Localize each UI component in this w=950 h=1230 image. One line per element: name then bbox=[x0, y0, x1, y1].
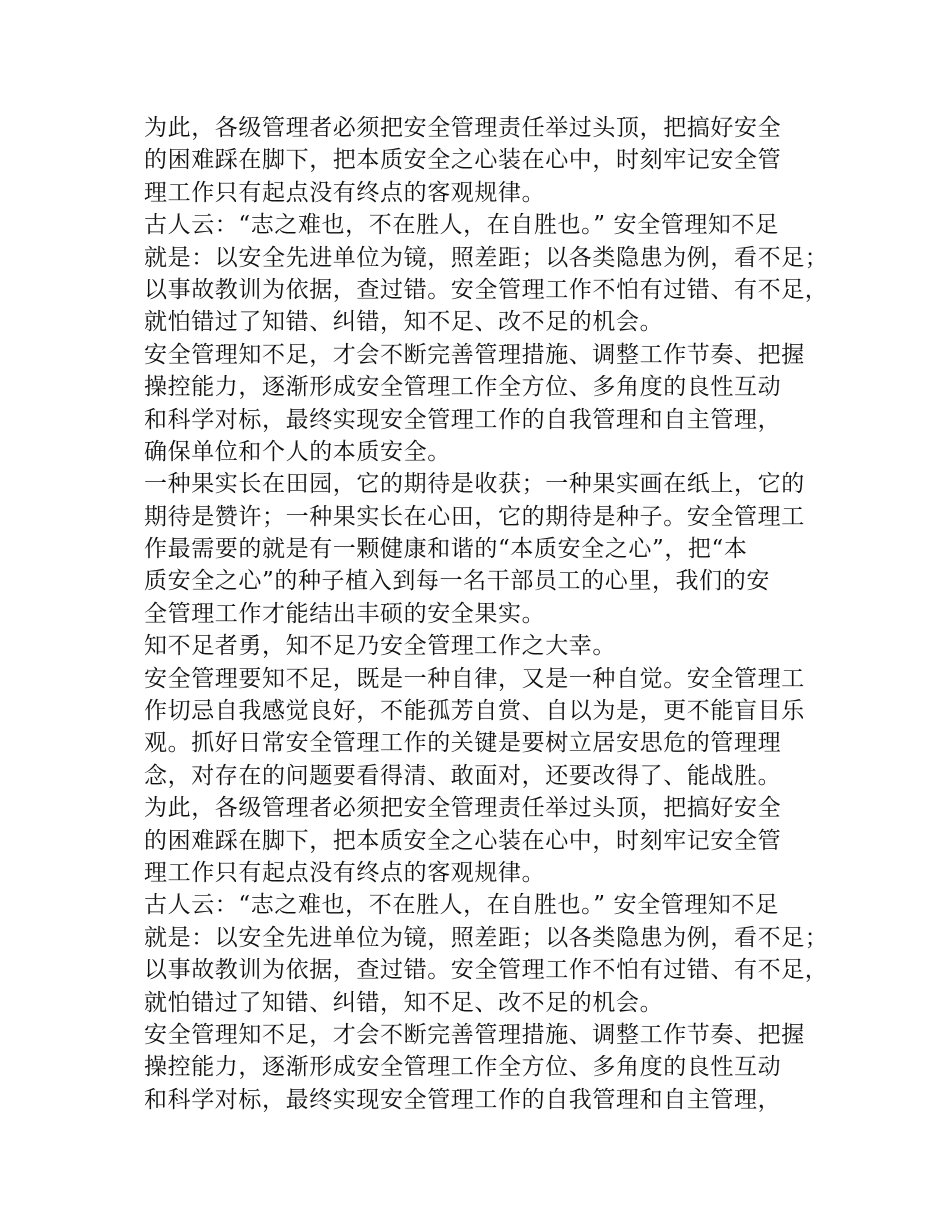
paragraph-line: 和科学对标，最终实现安全管理工作的自我管理和自主管理， bbox=[144, 406, 782, 433]
document-body bbox=[144, 112, 829, 1116]
paragraph-line: 念，对存在的问题要看得清、敢面对，还要改得了、能战胜。 bbox=[144, 762, 782, 789]
paragraph-2 bbox=[144, 209, 829, 339]
paragraph-1 bbox=[144, 112, 816, 209]
paragraph-3 bbox=[144, 339, 816, 469]
paragraph-line: 一种果实长在田园，它的期待是收获；一种果实画在纸上，它的 bbox=[144, 471, 805, 498]
paragraph-line: 以事故教训为依据，查过错。安全管理工作不怕有过错、有不足， bbox=[144, 957, 829, 984]
paragraph-line: 操控能力，逐渐形成安全管理工作全方位、多角度的良性互动 bbox=[144, 374, 782, 401]
paragraph-line: 期待是赞许；一种果实长在心田，它的期待是种子。安全管理工 bbox=[144, 503, 805, 530]
paragraph-line: 操控能力，逐渐形成安全管理工作全方位、多角度的良性互动 bbox=[144, 1054, 782, 1081]
paragraph-line: 就是：以安全先进单位为镜，照差距；以各类隐患为例，看不足； bbox=[144, 924, 829, 951]
paragraph-line: 就怕错过了知错、纠错，知不足、改不足的机会。 bbox=[144, 309, 664, 336]
paragraph-line: 全管理工作才能结出丰硕的安全果实。 bbox=[144, 600, 546, 627]
paragraph-line: 作最需要的就是有一颗健康和谐的“本质安全之心”，把“本 bbox=[144, 536, 748, 563]
paragraph-4 bbox=[144, 468, 816, 630]
paragraph-line: 安全管理知不足，才会不断完善管理措施、调整工作节奏、把握 bbox=[144, 1021, 805, 1048]
paragraph-8 bbox=[144, 889, 829, 1019]
paragraph-line: 理工作只有起点没有终点的客观规律。 bbox=[144, 859, 546, 886]
paragraph-line: 就是：以安全先进单位为镜，照差距；以各类隐患为例，看不足； bbox=[144, 244, 829, 271]
paragraph-line: 理工作只有起点没有终点的客观规律。 bbox=[144, 179, 546, 206]
paragraph-line: 安全管理知不足，才会不断完善管理措施、调整工作节奏、把握 bbox=[144, 341, 805, 368]
paragraph-line: 确保单位和个人的本质安全。 bbox=[144, 438, 451, 465]
paragraph-line: 古人云：“志之难也，不在胜人，在自胜也。” 安全管理知不足 bbox=[144, 212, 779, 239]
paragraph-5 bbox=[144, 630, 816, 662]
paragraph-line: 的困难踩在脚下，把本质安全之心装在心中，时刻牢记安全管 bbox=[144, 147, 782, 174]
paragraph-line: 以事故教训为依据，查过错。安全管理工作不怕有过错、有不足， bbox=[144, 276, 829, 303]
paragraph-line: 安全管理要知不足，既是一种自律，又是一种自觉。安全管理工 bbox=[144, 665, 805, 692]
paragraph-9 bbox=[144, 1019, 816, 1116]
paragraph-line: 的困难踩在脚下，把本质安全之心装在心中，时刻牢记安全管 bbox=[144, 827, 782, 854]
paragraph-line: 就怕错过了知错、纠错，知不足、改不足的机会。 bbox=[144, 989, 664, 1016]
paragraph-line: 质安全之心”的种子植入到每一名干部员工的心里，我们的安 bbox=[144, 568, 770, 595]
paragraph-line: 作切忌自我感觉良好，不能孤芳自赏、自以为是，更不能盲目乐 bbox=[144, 698, 805, 725]
paragraph-line: 为此，各级管理者必须把安全管理责任举过头顶，把搞好安全 bbox=[144, 115, 782, 141]
paragraph-line: 为此，各级管理者必须把安全管理责任举过头顶，把搞好安全 bbox=[144, 795, 782, 822]
paragraph-line: 和科学对标，最终实现安全管理工作的自我管理和自主管理， bbox=[144, 1086, 782, 1113]
paragraph-line: 观。抓好日常安全管理工作的关键是要树立居安思危的管理理 bbox=[144, 730, 782, 757]
paragraph-line: 古人云：“志之难也，不在胜人，在自胜也。” 安全管理知不足 bbox=[144, 892, 779, 919]
paragraph-6 bbox=[144, 663, 816, 793]
paragraph-7 bbox=[144, 792, 816, 889]
paragraph-line: 知不足者勇，知不足乃安全管理工作之大幸。 bbox=[144, 633, 616, 660]
